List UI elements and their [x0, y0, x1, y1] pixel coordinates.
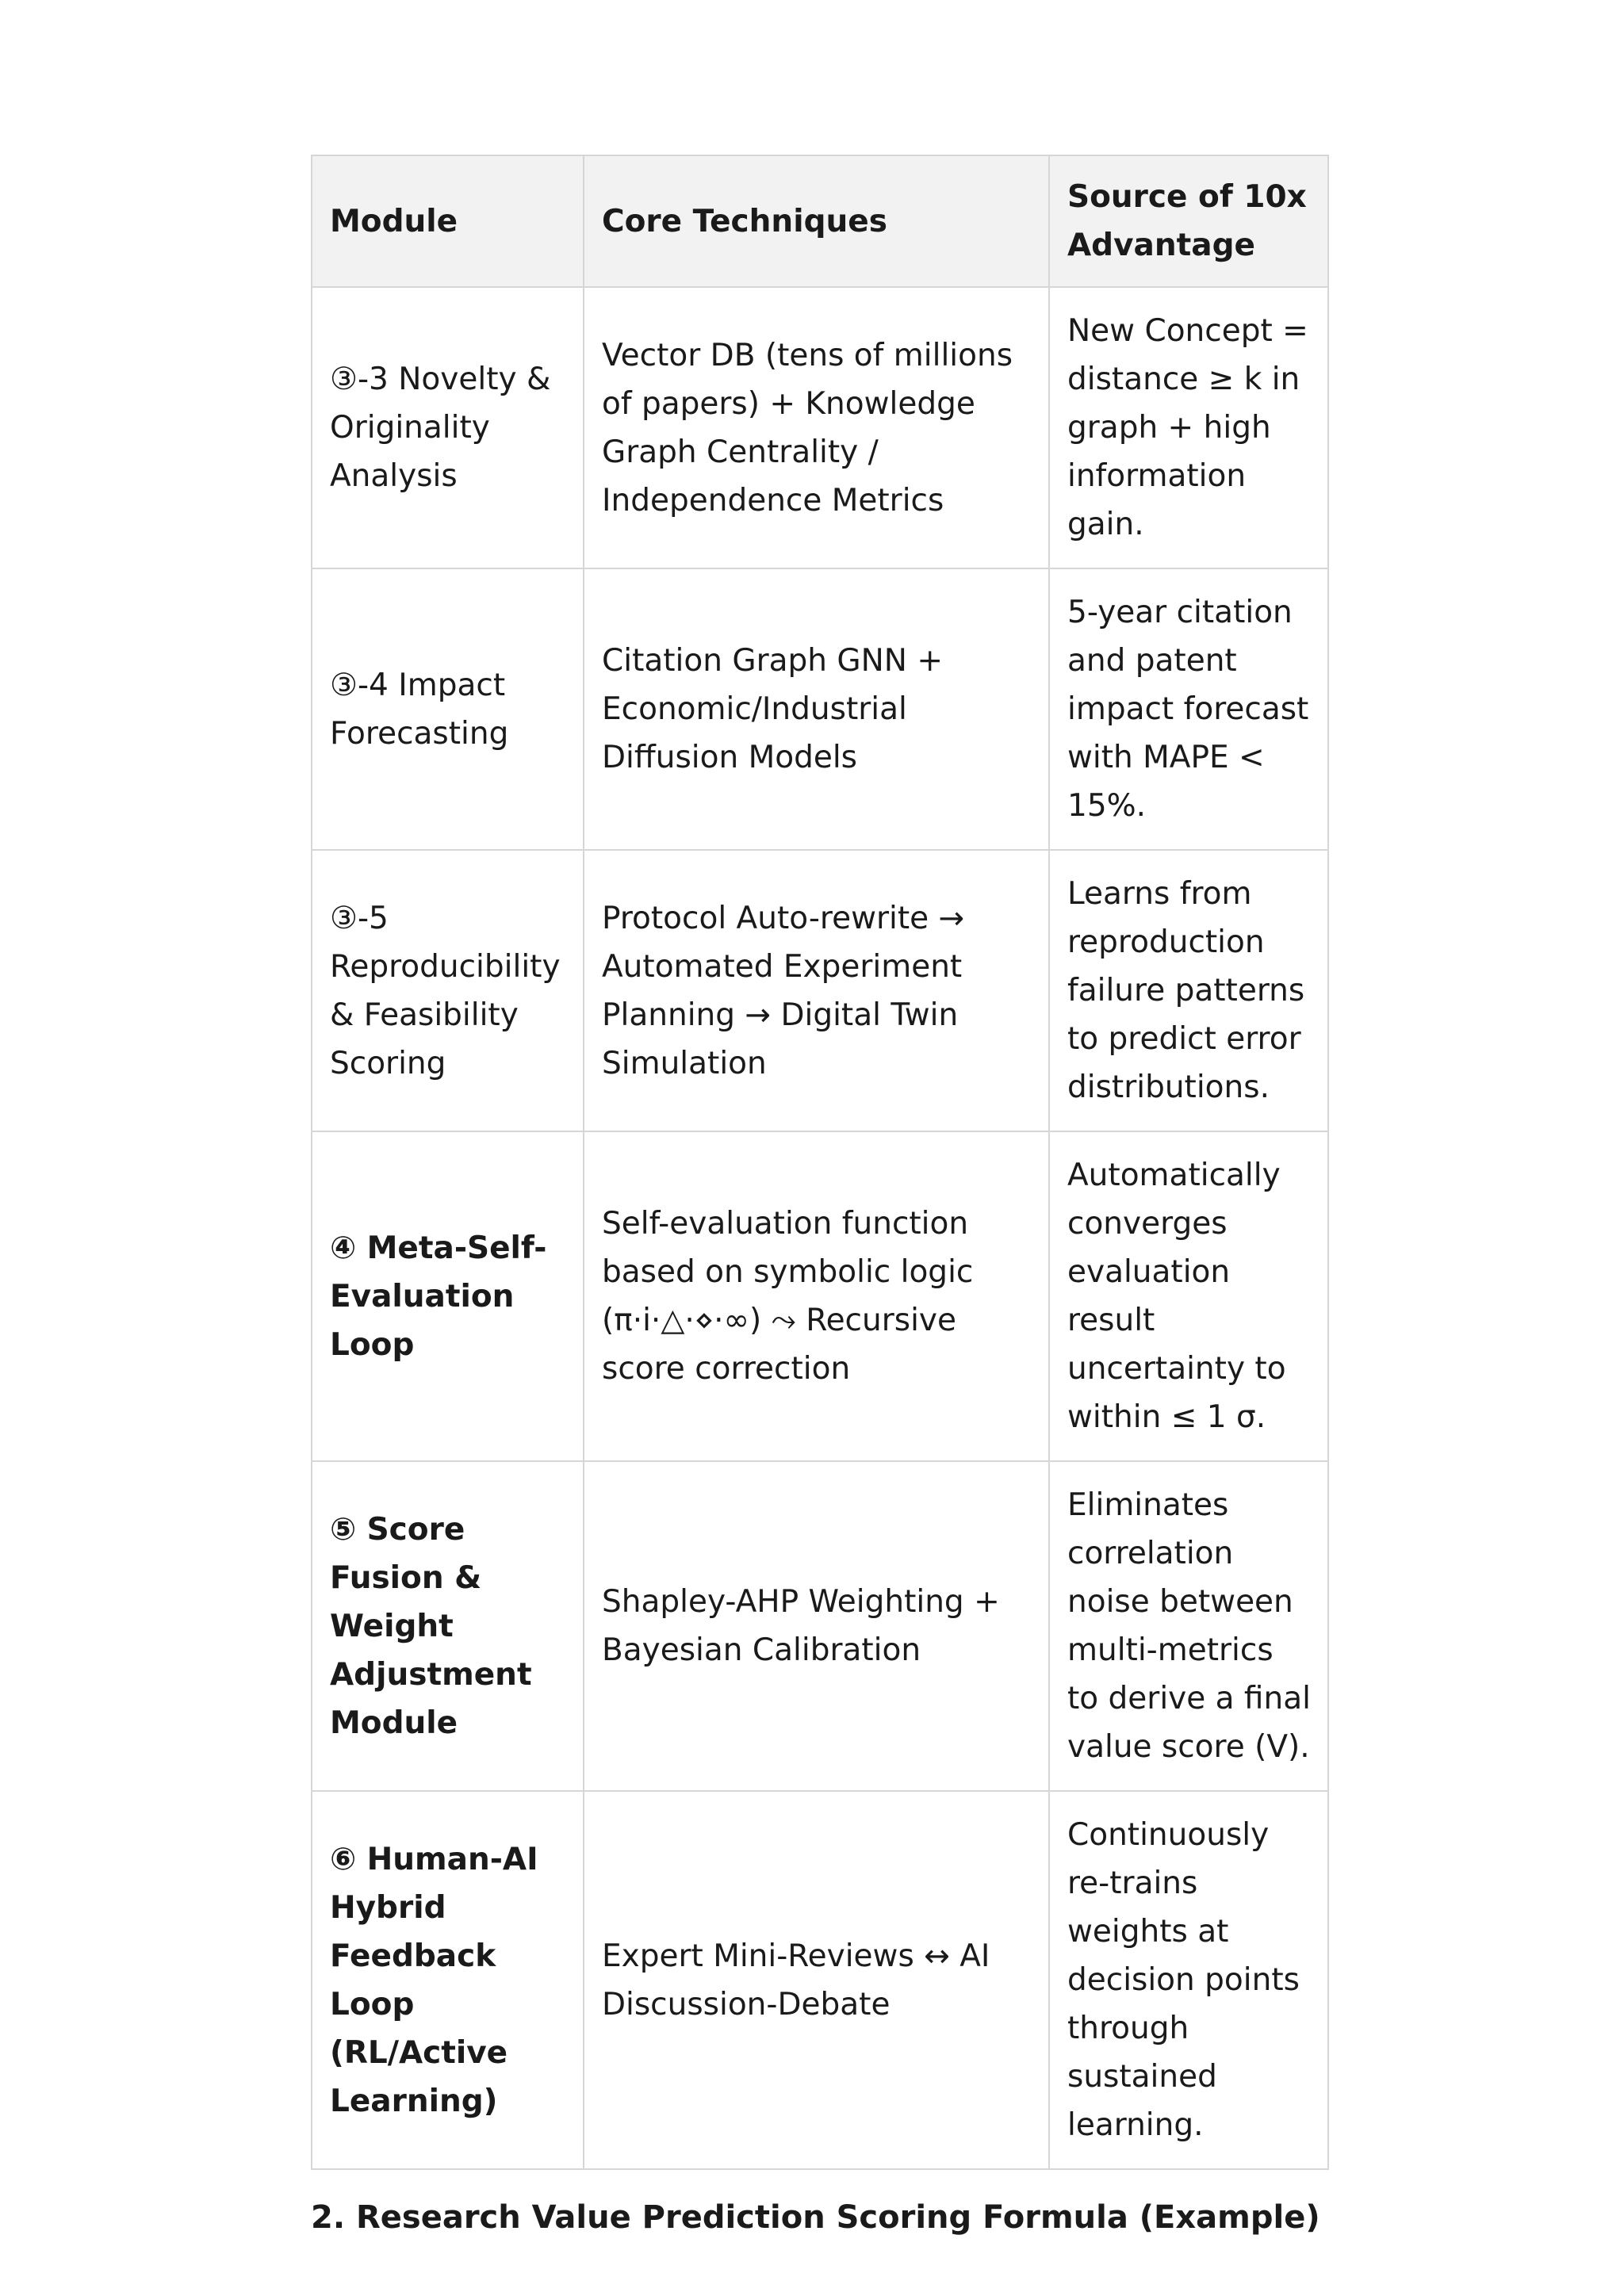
- module-cell: ⑥ Human-AI Hybrid Feedback Loop (RL/Active Learning): [312, 1791, 584, 2169]
- techniques-cell: Citation Graph GNN + Economic/Industrial Diffusion Models: [584, 568, 1049, 850]
- techniques-cell: Expert Mini-Reviews ↔ AI Discussion-Debate: [584, 1791, 1049, 2169]
- header-source-of-advantage: Source of 10x Advantage: [1049, 155, 1328, 287]
- advantage-cell: Learns from reproduction failure patterns to predict error distributions.: [1049, 850, 1328, 1131]
- table-row: [312, 287, 1328, 568]
- advantage-cell: Automatically converges evaluation result uncertainty to within ≤ 1 σ.: [1049, 1131, 1328, 1461]
- header-core-techniques: Core Techniques: [584, 155, 1049, 287]
- module-cell: ③-3 Novelty & Originality Analysis: [312, 287, 584, 568]
- table-header-row: [312, 155, 1328, 287]
- header-module: Module: [312, 155, 584, 287]
- table-row: [312, 568, 1328, 850]
- advantage-cell: Eliminates correlation noise between multi-metrics to derive a final value score (V).: [1049, 1461, 1328, 1791]
- advantage-cell: New Concept = distance ≥ k in graph + high information gain.: [1049, 287, 1328, 568]
- techniques-cell: Self-evaluation function based on symbolic logic (π·i·△·⋄·∞) ⤳ Recursive score correction: [584, 1131, 1049, 1461]
- techniques-cell: Protocol Auto-rewrite → Automated Experiment Planning → Digital Twin Simulation: [584, 850, 1049, 1131]
- advantage-cell: Continuously re-trains weights at decision points through sustained learning.: [1049, 1791, 1328, 2169]
- table-row: [312, 1131, 1328, 1461]
- module-cell: ③-5 Reproducibility & Feasibility Scoring: [312, 850, 584, 1131]
- section-heading: 2. Research Value Prediction Scoring Formula (Example): [311, 2199, 1320, 2236]
- table-row: [312, 1791, 1328, 2169]
- table-row: [312, 850, 1328, 1131]
- techniques-cell: Vector DB (tens of millions of papers) + Knowledge Graph Centrality / Independence Metrics: [584, 287, 1049, 568]
- table-row: [312, 1461, 1328, 1791]
- module-cell: ③-4 Impact Forecasting: [312, 568, 584, 850]
- advantage-cell: 5-year citation and patent impact forecast with MAPE < 15%.: [1049, 568, 1328, 850]
- module-cell: ④ Meta-Self-Evaluation Loop: [312, 1131, 584, 1461]
- modules-table: [311, 155, 1329, 2170]
- techniques-cell: Shapley-AHP Weighting + Bayesian Calibration: [584, 1461, 1049, 1791]
- document-page: [311, 155, 1327, 2241]
- module-cell: ⑤ Score Fusion & Weight Adjustment Module: [312, 1461, 584, 1791]
